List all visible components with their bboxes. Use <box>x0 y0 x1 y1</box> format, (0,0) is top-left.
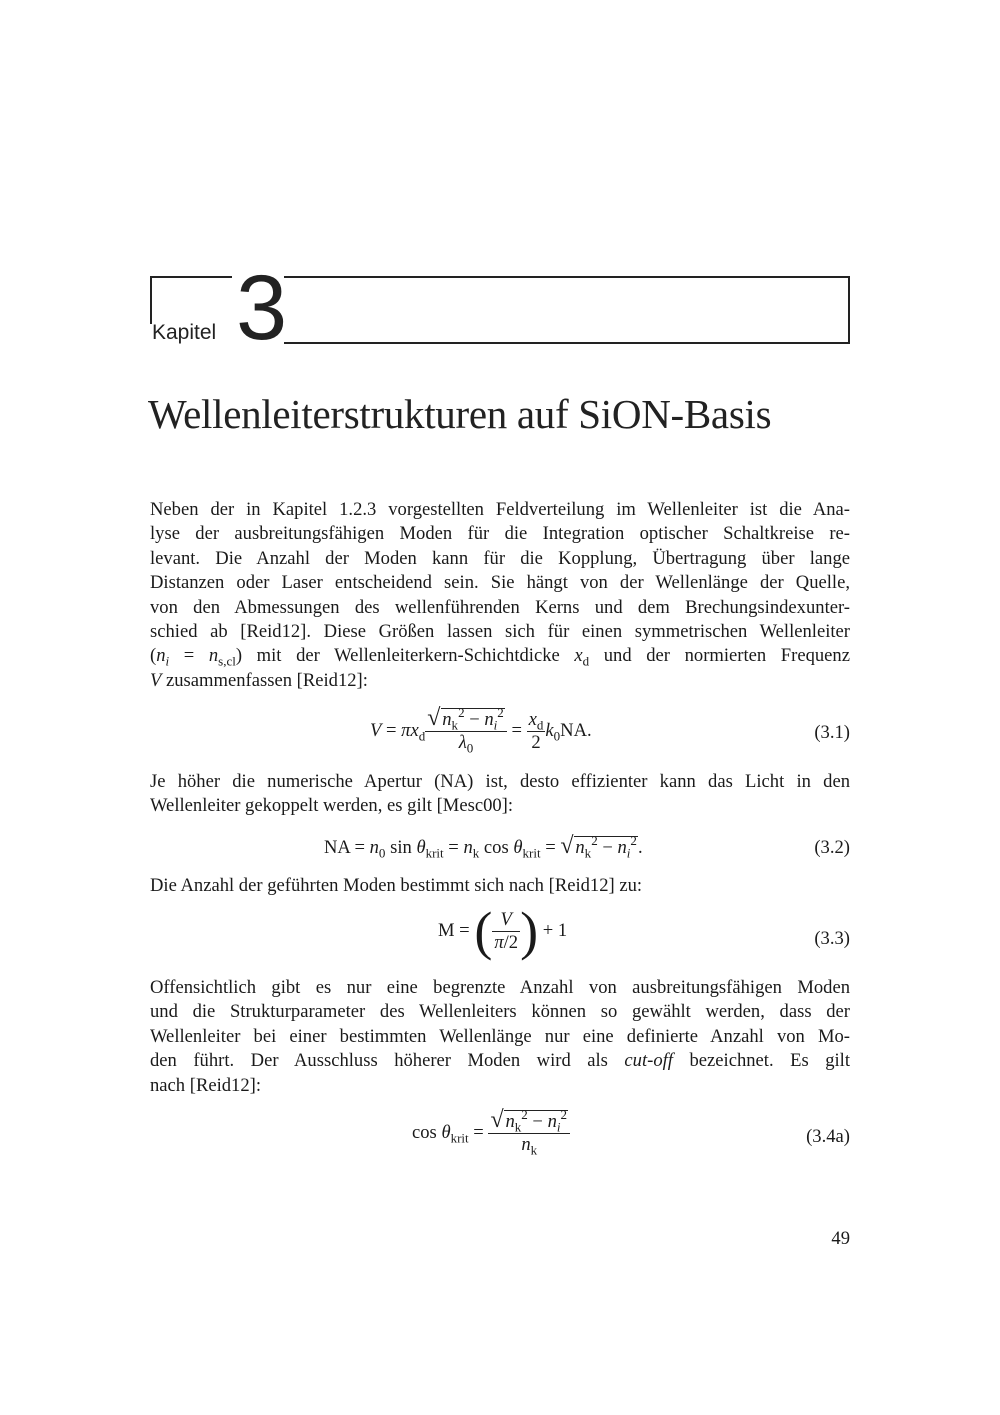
chapter-number: 3 <box>236 257 288 359</box>
text-line: Wellenleiter bei einer bestimmten Wellenlänge nur eine definierte Anzahl von Mo- <box>150 1025 850 1047</box>
text-line: schied ab [Reid12]. Diese Größen lassen sich für einen symmetrischen Wellenleiter <box>150 621 850 643</box>
text-line: Die Anzahl der geführten Moden bestimmt sich nach [Reid12] zu: <box>150 875 643 896</box>
equation-3-1 <box>150 706 850 762</box>
equation-3-2 <box>150 832 850 864</box>
equation-body: $V = \pi x_d$ √ $n_k^2 - n_i^2$ $\lambda_0$ = $\frac{x_d}{2}$ $k_0NA$. <box>370 705 592 756</box>
text-line: Neben der in Kapitel 1.2.3 vorgestellten Feldverteilung im Wellenleiter ist die Ana- <box>150 499 850 520</box>
text-line: Offensichtlich gibt es nur eine begrenzte Anzahl von ausbreitungsfähigen Moden <box>150 977 850 998</box>
frame-line <box>150 276 232 278</box>
equation-body: $\cos \theta_{krit}$ = √ $n_k^2 - n_i^2$ $n_k$ <box>412 1110 570 1156</box>
paragraph-cutoff <box>150 976 850 1098</box>
equation-3-3 <box>150 901 850 970</box>
equation-body: M = ( $\frac{V}{\pi/2}$ ) + 1 <box>438 901 568 961</box>
paragraph-modes <box>150 874 850 898</box>
text-line: den führt. Der Ausschluss höherer Moden wird als cut-off bezeichnet. Es gilt <box>150 1050 851 1072</box>
text-line: Distanzen oder Laser entscheidend sein. Sie hängt von der Wellenlänge der Quelle, <box>150 572 850 594</box>
frame-line <box>848 276 850 344</box>
text-line: nach [Reid12]: <box>150 1074 262 1096</box>
paragraph-intro <box>150 498 850 693</box>
text-line: lyse der ausbreitungsfähigen Moden für die Integration optischer Schaltkreise re- <box>150 523 850 545</box>
equation-number: (3.2) <box>814 837 850 858</box>
text-line: von den Abmessungen des wellenführenden Kerns und dem Brechungsindexunter- <box>150 596 850 618</box>
text-line: Wellenleiter gekoppelt werden, es gilt [Mesc00]: <box>150 795 514 817</box>
text-line: V zusammenfassen [Reid12]: <box>150 669 368 691</box>
text-line: $(n_i = n_{s,cl})$ mit der Wellenleiterkern-Schichtdicke $x_d$ und der normierten Frequenz <box>150 645 850 669</box>
paragraph-numerical-aperture <box>150 770 850 819</box>
text-line: levant. Die Anzahl der Moden kann für die Kopplung, Übertragung über lange <box>150 547 850 569</box>
text-line: Je höher die numerische Apertur (NA) ist, desto effizienter kann das Licht in den <box>150 771 850 792</box>
chapter-title: Wellenleiterstrukturen auf SiON-Basis <box>148 391 772 437</box>
equation-3-4a <box>150 1107 850 1166</box>
frame-line <box>284 342 850 344</box>
frame-line <box>284 276 850 278</box>
chapter-heading-box <box>150 257 850 359</box>
equation-number: (3.4a) <box>806 1126 850 1147</box>
equation-number: (3.1) <box>814 722 850 743</box>
equation-number: (3.3) <box>814 928 850 949</box>
equation-body: NA = $n_0$ $\sin \theta_{krit} = n_k$ $\cos \theta_{krit}$ = √ $n_k^2 - n_i^2$. <box>324 833 643 861</box>
frame-line <box>150 276 152 324</box>
page-number: 49 <box>831 1228 850 1249</box>
chapter-label: Kapitel <box>152 321 217 344</box>
text-line: und die Strukturparameter des Wellenleiters können so gewählt werden, dass der <box>150 1001 850 1023</box>
